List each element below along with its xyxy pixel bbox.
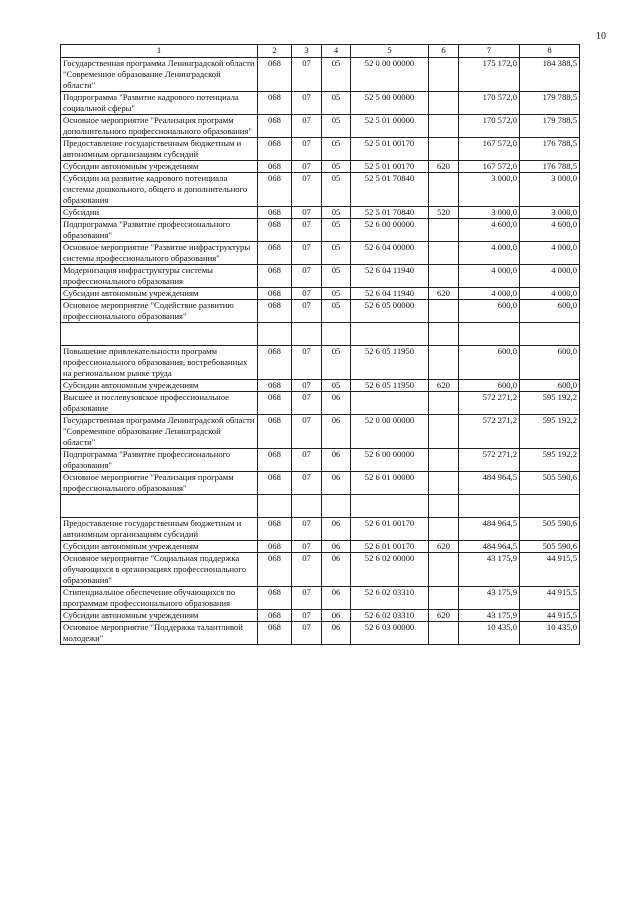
amount-year1-cell: 43 175,9 (459, 553, 520, 587)
ministry-code-cell: 068 (258, 300, 292, 323)
ministry-code-cell: 068 (258, 610, 292, 622)
table-row (61, 161, 580, 173)
section-code-cell: 07 (292, 138, 322, 161)
amount-year1-cell: 43 175,9 (459, 610, 520, 622)
subsection-code-cell: 05 (322, 288, 351, 300)
amount-year1-cell: 4 000,0 (459, 265, 520, 288)
row-name-cell: Субсидии автономным учреждениям (61, 380, 258, 392)
amount-year2-cell: 600,0 (520, 300, 580, 323)
row-name-cell: Субсидии автономным учреждениям (61, 161, 258, 173)
expense-type-cell: 520 (429, 207, 459, 219)
table-row (61, 587, 580, 610)
amount-year1-cell: 600,0 (459, 380, 520, 392)
table-row (61, 115, 580, 138)
amount-year1-cell: 170 572,0 (459, 92, 520, 115)
expense-type-cell (429, 138, 459, 161)
ministry-code-cell: 068 (258, 449, 292, 472)
amount-year2-cell: 44 915,5 (520, 610, 580, 622)
expense-type-cell (429, 415, 459, 449)
amount-year2-cell: 600,0 (520, 346, 580, 380)
amount-year1-cell: 4 600,0 (459, 219, 520, 242)
amount-year1-cell: 484 964,5 (459, 472, 520, 495)
ministry-code-cell: 068 (258, 173, 292, 207)
table-row (61, 92, 580, 115)
table-row (61, 518, 580, 541)
ministry-code-cell: 068 (258, 161, 292, 173)
section-code-cell: 07 (292, 161, 322, 173)
section-code-cell: 07 (292, 553, 322, 587)
amount-year2-cell: 595 192,2 (520, 392, 580, 415)
empty-cell (61, 495, 258, 518)
empty-cell (322, 495, 351, 518)
section-code-cell: 07 (292, 346, 322, 380)
row-name-cell: Субсидии на развитие кадрового потенциала системы дошкольного, общего и дополнительного образования (61, 173, 258, 207)
target-article-cell: 52 6 04 00000 (351, 242, 429, 265)
row-name-cell: Субсидии (61, 207, 258, 219)
target-article-cell: 52 6 04 11940 (351, 288, 429, 300)
expense-type-cell (429, 58, 459, 92)
subsection-code-cell: 06 (322, 541, 351, 553)
subsection-code-cell: 06 (322, 392, 351, 415)
subsection-code-cell: 05 (322, 346, 351, 380)
section-code-cell: 07 (292, 622, 322, 645)
subsection-code-cell: 05 (322, 300, 351, 323)
section-code-cell: 07 (292, 219, 322, 242)
expense-type-cell (429, 265, 459, 288)
row-name-cell: Подпрограмма "Развитие профессионального образования" (61, 449, 258, 472)
section-code-cell: 07 (292, 92, 322, 115)
table-row (61, 449, 580, 472)
subsection-code-cell: 06 (322, 472, 351, 495)
target-article-cell: 52 6 01 00170 (351, 541, 429, 553)
ministry-code-cell: 068 (258, 622, 292, 645)
subsection-code-cell: 05 (322, 173, 351, 207)
target-article-cell: 52 5 01 70840 (351, 207, 429, 219)
ministry-code-cell: 068 (258, 553, 292, 587)
expense-type-cell (429, 115, 459, 138)
amount-year1-cell: 170 572,0 (459, 115, 520, 138)
target-article-cell: 52 6 03 00000 (351, 622, 429, 645)
amount-year2-cell: 4 000,0 (520, 242, 580, 265)
section-code-cell: 07 (292, 449, 322, 472)
row-name-cell: Основное мероприятие "Развитие инфраструктуры системы профессионального образования" (61, 242, 258, 265)
expense-type-cell (429, 92, 459, 115)
amount-year2-cell: 3 000,0 (520, 173, 580, 207)
section-code-cell: 07 (292, 392, 322, 415)
expense-type-cell (429, 622, 459, 645)
empty-cell (459, 495, 520, 518)
ministry-code-cell: 068 (258, 92, 292, 115)
row-name-cell: Модернизация инфраструктуры системы профессионального образования (61, 265, 258, 288)
amount-year2-cell: 4 000,0 (520, 265, 580, 288)
target-article-cell: 52 6 02 03310 (351, 587, 429, 610)
amount-year1-cell: 484 964,5 (459, 518, 520, 541)
ministry-code-cell: 068 (258, 380, 292, 392)
target-article-cell: 52 6 00 00000 (351, 449, 429, 472)
section-code-cell: 07 (292, 472, 322, 495)
target-article-cell: 52 6 02 03310 (351, 610, 429, 622)
table-row (61, 265, 580, 288)
empty-cell (61, 323, 258, 346)
row-name-cell: Основное мероприятие "Содействие развитию профессионального образования" (61, 300, 258, 323)
amount-year2-cell: 505 590,6 (520, 518, 580, 541)
amount-year1-cell: 10 435,0 (459, 622, 520, 645)
ministry-code-cell: 068 (258, 415, 292, 449)
ministry-code-cell: 068 (258, 518, 292, 541)
row-name-cell: Высшее и послевузовское профессиональное образование (61, 392, 258, 415)
target-article-cell: 52 0 00 00000 (351, 58, 429, 92)
row-name-cell: Субсидии автономным учреждениям (61, 610, 258, 622)
table-row (61, 472, 580, 495)
target-article-cell: 52 5 01 70840 (351, 173, 429, 207)
subsection-code-cell: 05 (322, 58, 351, 92)
empty-cell (351, 323, 429, 346)
ministry-code-cell: 068 (258, 207, 292, 219)
subsection-code-cell: 06 (322, 610, 351, 622)
row-name-cell: Подпрограмма "Развитие профессионального образования" (61, 219, 258, 242)
amount-year2-cell: 44 915,5 (520, 587, 580, 610)
target-article-cell: 52 5 01 00170 (351, 161, 429, 173)
target-article-cell: 52 6 02 00000 (351, 553, 429, 587)
target-article-cell: 52 6 01 00170 (351, 518, 429, 541)
subsection-code-cell: 06 (322, 553, 351, 587)
row-name-cell: Основное мероприятие "Социальная поддержка обучающихся в организациях профессионального образования" (61, 553, 258, 587)
target-article-cell (351, 392, 429, 415)
row-name-cell: Основное мероприятие "Поддержка талантливой молодежи" (61, 622, 258, 645)
expense-type-cell (429, 219, 459, 242)
target-article-cell: 52 6 04 11940 (351, 265, 429, 288)
amount-year1-cell: 4 000,0 (459, 288, 520, 300)
empty-cell (520, 323, 580, 346)
row-name-cell: Предоставление государственным бюджетным и автономным организациям субсидий (61, 518, 258, 541)
amount-year1-cell: 167 572,0 (459, 138, 520, 161)
empty-cell (292, 495, 322, 518)
ministry-code-cell: 068 (258, 346, 292, 380)
ministry-code-cell: 068 (258, 288, 292, 300)
subsection-code-cell: 05 (322, 219, 351, 242)
table-row (61, 380, 580, 392)
expense-type-cell: 620 (429, 610, 459, 622)
expense-type-cell: 620 (429, 541, 459, 553)
page-number: 10 (596, 31, 606, 42)
subsection-code-cell: 06 (322, 415, 351, 449)
ministry-code-cell: 068 (258, 265, 292, 288)
table-row (61, 207, 580, 219)
empty-cell (520, 495, 580, 518)
amount-year2-cell: 179 788,5 (520, 92, 580, 115)
target-article-cell: 52 5 01 00170 (351, 138, 429, 161)
amount-year2-cell: 176 788,5 (520, 161, 580, 173)
table-row (61, 415, 580, 449)
target-article-cell: 52 6 00 00000 (351, 219, 429, 242)
section-code-cell: 07 (292, 173, 322, 207)
amount-year1-cell: 167 572,0 (459, 161, 520, 173)
table-row (61, 242, 580, 265)
table-spacer-row (61, 495, 580, 518)
section-code-cell: 07 (292, 587, 322, 610)
row-name-cell: Основное мероприятие "Реализация программ дополнительного профессионального образования" (61, 115, 258, 138)
amount-year1-cell: 175 172,0 (459, 58, 520, 92)
row-name-cell: Стипендиальное обеспечение обучающихся по программам профессионального образования (61, 587, 258, 610)
subsection-code-cell: 05 (322, 265, 351, 288)
amount-year2-cell: 10 435,0 (520, 622, 580, 645)
subsection-code-cell: 05 (322, 138, 351, 161)
amount-year1-cell: 572 271,2 (459, 415, 520, 449)
ministry-code-cell: 068 (258, 219, 292, 242)
section-code-cell: 07 (292, 541, 322, 553)
amount-year1-cell: 4 000,0 (459, 242, 520, 265)
column-header: 4 (322, 45, 351, 58)
column-header: 6 (429, 45, 459, 58)
section-code-cell: 07 (292, 415, 322, 449)
subsection-code-cell: 06 (322, 587, 351, 610)
ministry-code-cell: 068 (258, 242, 292, 265)
expense-type-cell (429, 449, 459, 472)
expense-type-cell: 620 (429, 288, 459, 300)
section-code-cell: 07 (292, 265, 322, 288)
table-row (61, 346, 580, 380)
expense-type-cell (429, 553, 459, 587)
amount-year2-cell: 505 590,6 (520, 541, 580, 553)
empty-cell (322, 323, 351, 346)
amount-year1-cell: 43 175,9 (459, 587, 520, 610)
ministry-code-cell: 068 (258, 115, 292, 138)
empty-cell (351, 495, 429, 518)
expense-type-cell: 620 (429, 380, 459, 392)
amount-year2-cell: 4 600,0 (520, 219, 580, 242)
empty-cell (258, 323, 292, 346)
expense-type-cell (429, 392, 459, 415)
row-name-cell: Основное мероприятие "Реализация программ профессионального образования" (61, 472, 258, 495)
expense-type-cell (429, 242, 459, 265)
section-code-cell: 07 (292, 610, 322, 622)
amount-year1-cell: 572 271,2 (459, 392, 520, 415)
amount-year2-cell: 595 192,2 (520, 415, 580, 449)
section-code-cell: 07 (292, 207, 322, 219)
section-code-cell: 07 (292, 115, 322, 138)
table-row (61, 541, 580, 553)
amount-year1-cell: 572 271,2 (459, 449, 520, 472)
amount-year1-cell: 3 000,0 (459, 207, 520, 219)
expense-type-cell (429, 587, 459, 610)
amount-year2-cell: 179 788,5 (520, 115, 580, 138)
amount-year2-cell: 505 590,6 (520, 472, 580, 495)
target-article-cell: 52 0 00 00000 (351, 415, 429, 449)
ministry-code-cell: 068 (258, 472, 292, 495)
empty-cell (429, 323, 459, 346)
table-row (61, 58, 580, 92)
table-header-row (61, 45, 580, 58)
table-row (61, 553, 580, 587)
amount-year2-cell: 4 000,0 (520, 288, 580, 300)
target-article-cell: 52 5 00 00000 (351, 92, 429, 115)
subsection-code-cell: 06 (322, 518, 351, 541)
section-code-cell: 07 (292, 380, 322, 392)
target-article-cell: 52 6 05 11950 (351, 380, 429, 392)
table-row (61, 288, 580, 300)
row-name-cell: Повышение привлекательности программ профессионального образования, востребованных на региональном рынке труда (61, 346, 258, 380)
table-row (61, 300, 580, 323)
amount-year2-cell: 176 788,5 (520, 138, 580, 161)
empty-cell (292, 323, 322, 346)
amount-year2-cell: 3 000,0 (520, 207, 580, 219)
table-row (61, 622, 580, 645)
amount-year2-cell: 184 388,5 (520, 58, 580, 92)
row-name-cell: Субсидии автономным учреждениям (61, 288, 258, 300)
expense-type-cell (429, 518, 459, 541)
column-header: 1 (61, 45, 258, 58)
expense-type-cell (429, 346, 459, 380)
column-header: 3 (292, 45, 322, 58)
empty-cell (459, 323, 520, 346)
table-body (61, 58, 580, 645)
subsection-code-cell: 05 (322, 161, 351, 173)
expense-type-cell (429, 472, 459, 495)
empty-cell (429, 495, 459, 518)
ministry-code-cell: 068 (258, 392, 292, 415)
row-name-cell: Государственная программа Ленинградской области "Современное образование Ленинградской области" (61, 58, 258, 92)
section-code-cell: 07 (292, 300, 322, 323)
subsection-code-cell: 05 (322, 380, 351, 392)
amount-year1-cell: 600,0 (459, 300, 520, 323)
section-code-cell: 07 (292, 58, 322, 92)
table-row (61, 610, 580, 622)
ministry-code-cell: 068 (258, 587, 292, 610)
column-header: 5 (351, 45, 429, 58)
section-code-cell: 07 (292, 288, 322, 300)
row-name-cell: Государственная программа Ленинградской области "Современное образование Ленинградской области" (61, 415, 258, 449)
expense-type-cell (429, 173, 459, 207)
expense-type-cell (429, 300, 459, 323)
target-article-cell: 52 6 05 11950 (351, 346, 429, 380)
subsection-code-cell: 06 (322, 449, 351, 472)
ministry-code-cell: 068 (258, 58, 292, 92)
amount-year2-cell: 600,0 (520, 380, 580, 392)
row-name-cell: Субсидии автономным учреждениям (61, 541, 258, 553)
amount-year2-cell: 44 915,5 (520, 553, 580, 587)
column-header: 2 (258, 45, 292, 58)
subsection-code-cell: 05 (322, 207, 351, 219)
amount-year1-cell: 484 964,5 (459, 541, 520, 553)
table-row (61, 392, 580, 415)
row-name-cell: Подпрограмма "Развитие кадрового потенциала социальной сферы" (61, 92, 258, 115)
table-row (61, 138, 580, 161)
amount-year1-cell: 600,0 (459, 346, 520, 380)
table-spacer-row (61, 323, 580, 346)
target-article-cell: 52 5 01 00000 (351, 115, 429, 138)
row-name-cell: Предоставление государственным бюджетным и автономным организациям субсидий (61, 138, 258, 161)
budget-table (60, 44, 580, 645)
column-header: 8 (520, 45, 580, 58)
subsection-code-cell: 06 (322, 622, 351, 645)
section-code-cell: 07 (292, 518, 322, 541)
target-article-cell: 52 6 01 00000 (351, 472, 429, 495)
column-header: 7 (459, 45, 520, 58)
amount-year2-cell: 595 192,2 (520, 449, 580, 472)
subsection-code-cell: 05 (322, 92, 351, 115)
expense-type-cell: 620 (429, 161, 459, 173)
amount-year1-cell: 3 000,0 (459, 173, 520, 207)
section-code-cell: 07 (292, 242, 322, 265)
empty-cell (258, 495, 292, 518)
subsection-code-cell: 05 (322, 115, 351, 138)
ministry-code-cell: 068 (258, 138, 292, 161)
table-row (61, 219, 580, 242)
target-article-cell: 52 6 05 00000 (351, 300, 429, 323)
ministry-code-cell: 068 (258, 541, 292, 553)
table-row (61, 173, 580, 207)
subsection-code-cell: 05 (322, 242, 351, 265)
